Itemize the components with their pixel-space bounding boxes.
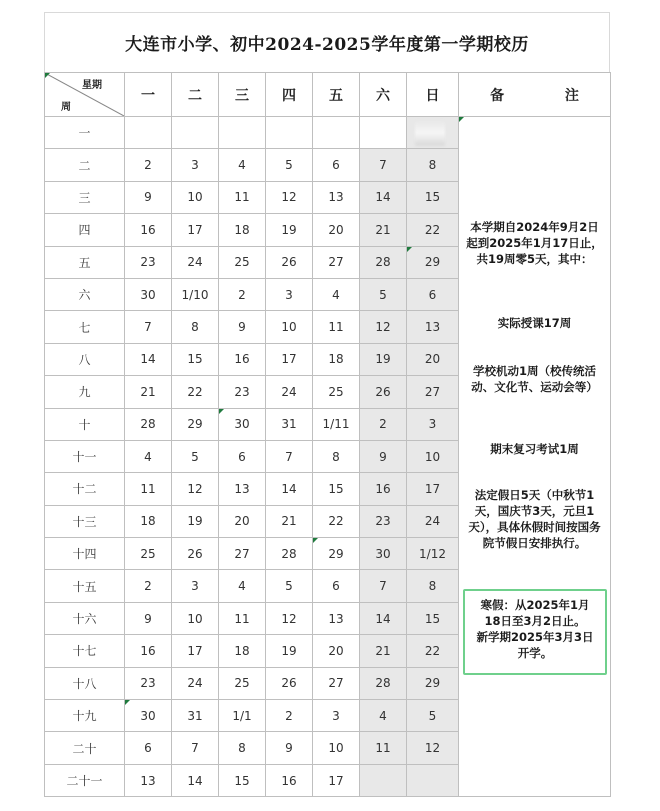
date-cell-sat: 28 [360, 667, 407, 699]
date-cell-sun: 22 [407, 635, 459, 667]
date-cell-fri: 11 [313, 311, 360, 343]
note-flexible-week: 学校机动1周（校传统活动、文化节、运动会等） [471, 364, 598, 394]
date-cell-sun: 15 [407, 181, 459, 213]
date-cell-sat: 14 [360, 602, 407, 634]
date-cell-tue: 24 [172, 667, 219, 699]
date-cell-wed: 4 [219, 570, 266, 602]
comment-marker [313, 538, 318, 543]
date-cell-wed: 23 [219, 376, 266, 408]
date-cell-wed: 11 [219, 602, 266, 634]
date-cell-thu: 28 [266, 538, 313, 570]
date-cell-tue: 12 [172, 473, 219, 505]
date-cell-wed: 2 [219, 278, 266, 310]
date-cell-sun: 12 [407, 732, 459, 764]
winter-break-box [463, 589, 607, 675]
date-cell-wed: 6 [219, 440, 266, 472]
date-cell-sat: 16 [360, 473, 407, 505]
date-cell-fri: 20 [313, 635, 360, 667]
date-cell-sun: 17 [407, 473, 459, 505]
week-number-cell: 一 [45, 117, 125, 149]
page-title: 大连市小学、初中2024-2025学年度第一学期校历 [44, 12, 610, 72]
remarks-header: 备 注 [459, 73, 611, 117]
date-cell-mon: 21 [125, 376, 172, 408]
date-cell-sun: 29 [407, 667, 459, 699]
date-cell-fri [313, 117, 360, 149]
date-cell-tue: 17 [172, 214, 219, 246]
week-number-cell: 十一 [45, 440, 125, 472]
note-new-term: 新学期2025年3月3日开学。 [476, 630, 594, 660]
date-cell-thu: 3 [266, 278, 313, 310]
date-cell-sat [360, 764, 407, 796]
date-cell-fri: 3 [313, 700, 360, 732]
week-number-cell: 十五 [45, 570, 125, 602]
date-cell-mon: 28 [125, 408, 172, 440]
week-number-cell: 十七 [45, 635, 125, 667]
date-cell-fri: 18 [313, 343, 360, 375]
week-number-cell: 二十 [45, 732, 125, 764]
week-number-cell: 二 [45, 149, 125, 181]
date-cell-thu: 26 [266, 667, 313, 699]
date-cell-tue: 15 [172, 343, 219, 375]
week-number-cell: 十二 [45, 473, 125, 505]
corner-label-week: 周 [61, 102, 71, 113]
week-number-cell: 十三 [45, 505, 125, 537]
date-cell-mon: 2 [125, 570, 172, 602]
week-number-cell: 七 [45, 311, 125, 343]
date-cell-thu: 9 [266, 732, 313, 764]
date-cell-mon: 13 [125, 764, 172, 796]
date-cell-wed: 9 [219, 311, 266, 343]
date-cell-thu: 31 [266, 408, 313, 440]
week-row [45, 117, 611, 149]
date-cell-sat: 26 [360, 376, 407, 408]
school-calendar-table [44, 72, 611, 797]
date-cell-sun: 27 [407, 376, 459, 408]
date-cell-sat [360, 117, 407, 149]
date-cell-fri: 15 [313, 473, 360, 505]
date-cell-mon: 9 [125, 181, 172, 213]
date-cell-tue: 31 [172, 700, 219, 732]
date-cell-mon: 23 [125, 246, 172, 278]
date-cell-sun [407, 764, 459, 796]
date-cell-thu: 5 [266, 149, 313, 181]
calendar-body [45, 117, 611, 797]
date-cell-sat: 19 [360, 343, 407, 375]
blurred-mark [415, 120, 445, 146]
date-cell-thu: 19 [266, 214, 313, 246]
day-header-thu: 四 [266, 73, 313, 117]
day-header-tue: 二 [172, 73, 219, 117]
week-number-cell: 九 [45, 376, 125, 408]
note-term-span: 本学期自2024年9月2日起到2025年1月17日止，共19周零5天，其中： [466, 220, 603, 266]
date-cell-mon: 18 [125, 505, 172, 537]
date-cell-tue: 7 [172, 732, 219, 764]
date-cell-fri: 29 [313, 538, 360, 570]
remarks-cell [459, 117, 611, 797]
day-header-sat: 六 [360, 73, 407, 117]
note-holidays: 法定假日5天（中秋节1天，国庆节3天，元旦1天），具体休假时间按国务院节假日安排执行。 [468, 488, 601, 550]
week-number-cell: 六 [45, 278, 125, 310]
date-cell-thu: 2 [266, 700, 313, 732]
date-cell-tue: 1/10 [172, 278, 219, 310]
date-cell-fri: 17 [313, 764, 360, 796]
week-number-cell: 二十一 [45, 764, 125, 796]
date-cell-sun: 24 [407, 505, 459, 537]
comment-marker [459, 117, 464, 122]
date-cell-wed: 18 [219, 214, 266, 246]
date-cell-wed: 4 [219, 149, 266, 181]
week-number-cell: 十四 [45, 538, 125, 570]
date-cell-tue: 24 [172, 246, 219, 278]
date-cell-mon: 30 [125, 700, 172, 732]
date-cell-sat: 9 [360, 440, 407, 472]
week-number-cell: 三 [45, 181, 125, 213]
date-cell-thu: 10 [266, 311, 313, 343]
date-cell-wed [219, 117, 266, 149]
date-cell-thu: 12 [266, 602, 313, 634]
date-cell-tue: 10 [172, 602, 219, 634]
comment-marker [125, 700, 130, 705]
date-cell-sat: 21 [360, 635, 407, 667]
date-cell-wed: 16 [219, 343, 266, 375]
date-cell-sun: 1/12 [407, 538, 459, 570]
day-header-wed: 三 [219, 73, 266, 117]
date-cell-sun: 5 [407, 700, 459, 732]
date-cell-thu: 17 [266, 343, 313, 375]
date-cell-wed: 15 [219, 764, 266, 796]
date-cell-tue: 8 [172, 311, 219, 343]
date-cell-sat: 7 [360, 570, 407, 602]
date-cell-sat: 4 [360, 700, 407, 732]
date-cell-fri: 25 [313, 376, 360, 408]
date-cell-tue: 29 [172, 408, 219, 440]
week-number-cell: 五 [45, 246, 125, 278]
date-cell-thu: 19 [266, 635, 313, 667]
date-cell-sat: 28 [360, 246, 407, 278]
date-cell-tue: 3 [172, 149, 219, 181]
date-cell-mon: 30 [125, 278, 172, 310]
day-header-sun: 日 [407, 73, 459, 117]
date-cell-mon: 25 [125, 538, 172, 570]
date-cell-tue: 17 [172, 635, 219, 667]
date-cell-mon: 6 [125, 732, 172, 764]
date-cell-fri: 8 [313, 440, 360, 472]
date-cell-wed: 25 [219, 667, 266, 699]
corner-header [45, 73, 125, 117]
date-cell-mon: 16 [125, 635, 172, 667]
date-cell-wed: 20 [219, 505, 266, 537]
date-cell-sat: 7 [360, 149, 407, 181]
day-header-fri: 五 [313, 73, 360, 117]
date-cell-thu [266, 117, 313, 149]
date-cell-thu: 24 [266, 376, 313, 408]
week-number-cell: 四 [45, 214, 125, 246]
corner-label-weekday: 星期 [82, 80, 102, 91]
date-cell-wed: 13 [219, 473, 266, 505]
date-cell-mon: 4 [125, 440, 172, 472]
comment-marker [45, 73, 50, 78]
comment-marker [407, 247, 412, 252]
day-header-mon: 一 [125, 73, 172, 117]
date-cell-tue: 14 [172, 764, 219, 796]
date-cell-sat: 21 [360, 214, 407, 246]
date-cell-wed: 8 [219, 732, 266, 764]
date-cell-sun: 29 [407, 246, 459, 278]
date-cell-tue: 10 [172, 181, 219, 213]
date-cell-sat: 12 [360, 311, 407, 343]
date-cell-wed: 11 [219, 181, 266, 213]
note-teaching-weeks: 实际授课17周 [497, 316, 572, 330]
date-cell-mon: 7 [125, 311, 172, 343]
date-cell-fri: 4 [313, 278, 360, 310]
date-cell-tue: 22 [172, 376, 219, 408]
date-cell-sun [407, 117, 459, 149]
date-cell-wed: 30 [219, 408, 266, 440]
date-cell-fri: 27 [313, 667, 360, 699]
date-cell-thu: 21 [266, 505, 313, 537]
date-cell-thu: 26 [266, 246, 313, 278]
date-cell-thu: 7 [266, 440, 313, 472]
date-cell-fri: 10 [313, 732, 360, 764]
date-cell-mon: 16 [125, 214, 172, 246]
date-cell-fri: 22 [313, 505, 360, 537]
date-cell-mon: 14 [125, 343, 172, 375]
date-cell-fri: 6 [313, 570, 360, 602]
date-cell-wed: 18 [219, 635, 266, 667]
date-cell-thu: 16 [266, 764, 313, 796]
week-number-cell: 十九 [45, 700, 125, 732]
date-cell-sun: 22 [407, 214, 459, 246]
date-cell-tue: 5 [172, 440, 219, 472]
date-cell-sun: 8 [407, 570, 459, 602]
date-cell-sun: 20 [407, 343, 459, 375]
date-cell-sat: 5 [360, 278, 407, 310]
week-number-cell: 八 [45, 343, 125, 375]
date-cell-fri: 20 [313, 214, 360, 246]
date-cell-tue [172, 117, 219, 149]
week-number-cell: 十八 [45, 667, 125, 699]
note-exam-week: 期末复习考试1周 [490, 442, 579, 456]
date-cell-sun: 13 [407, 311, 459, 343]
date-cell-thu: 5 [266, 570, 313, 602]
date-cell-fri: 13 [313, 602, 360, 634]
date-cell-wed: 27 [219, 538, 266, 570]
date-cell-fri: 13 [313, 181, 360, 213]
date-cell-sun: 6 [407, 278, 459, 310]
date-cell-sat: 23 [360, 505, 407, 537]
date-cell-thu: 12 [266, 181, 313, 213]
date-cell-sat: 14 [360, 181, 407, 213]
date-cell-wed: 1/1 [219, 700, 266, 732]
date-cell-sun: 3 [407, 408, 459, 440]
date-cell-mon: 23 [125, 667, 172, 699]
date-cell-sat: 2 [360, 408, 407, 440]
date-cell-sat: 11 [360, 732, 407, 764]
comment-marker [219, 409, 224, 414]
week-number-cell: 十六 [45, 602, 125, 634]
date-cell-mon: 11 [125, 473, 172, 505]
note-winter-break: 寒假：从2025年1月18日至3月2日止。 [480, 598, 590, 628]
date-cell-sun: 10 [407, 440, 459, 472]
date-cell-thu: 14 [266, 473, 313, 505]
date-cell-sat: 30 [360, 538, 407, 570]
date-cell-mon: 2 [125, 149, 172, 181]
week-number-cell: 十 [45, 408, 125, 440]
date-cell-fri: 1/11 [313, 408, 360, 440]
date-cell-mon [125, 117, 172, 149]
date-cell-wed: 25 [219, 246, 266, 278]
date-cell-mon: 9 [125, 602, 172, 634]
date-cell-fri: 6 [313, 149, 360, 181]
date-cell-tue: 3 [172, 570, 219, 602]
date-cell-sun: 15 [407, 602, 459, 634]
date-cell-tue: 19 [172, 505, 219, 537]
date-cell-sun: 8 [407, 149, 459, 181]
date-cell-tue: 26 [172, 538, 219, 570]
date-cell-fri: 27 [313, 246, 360, 278]
